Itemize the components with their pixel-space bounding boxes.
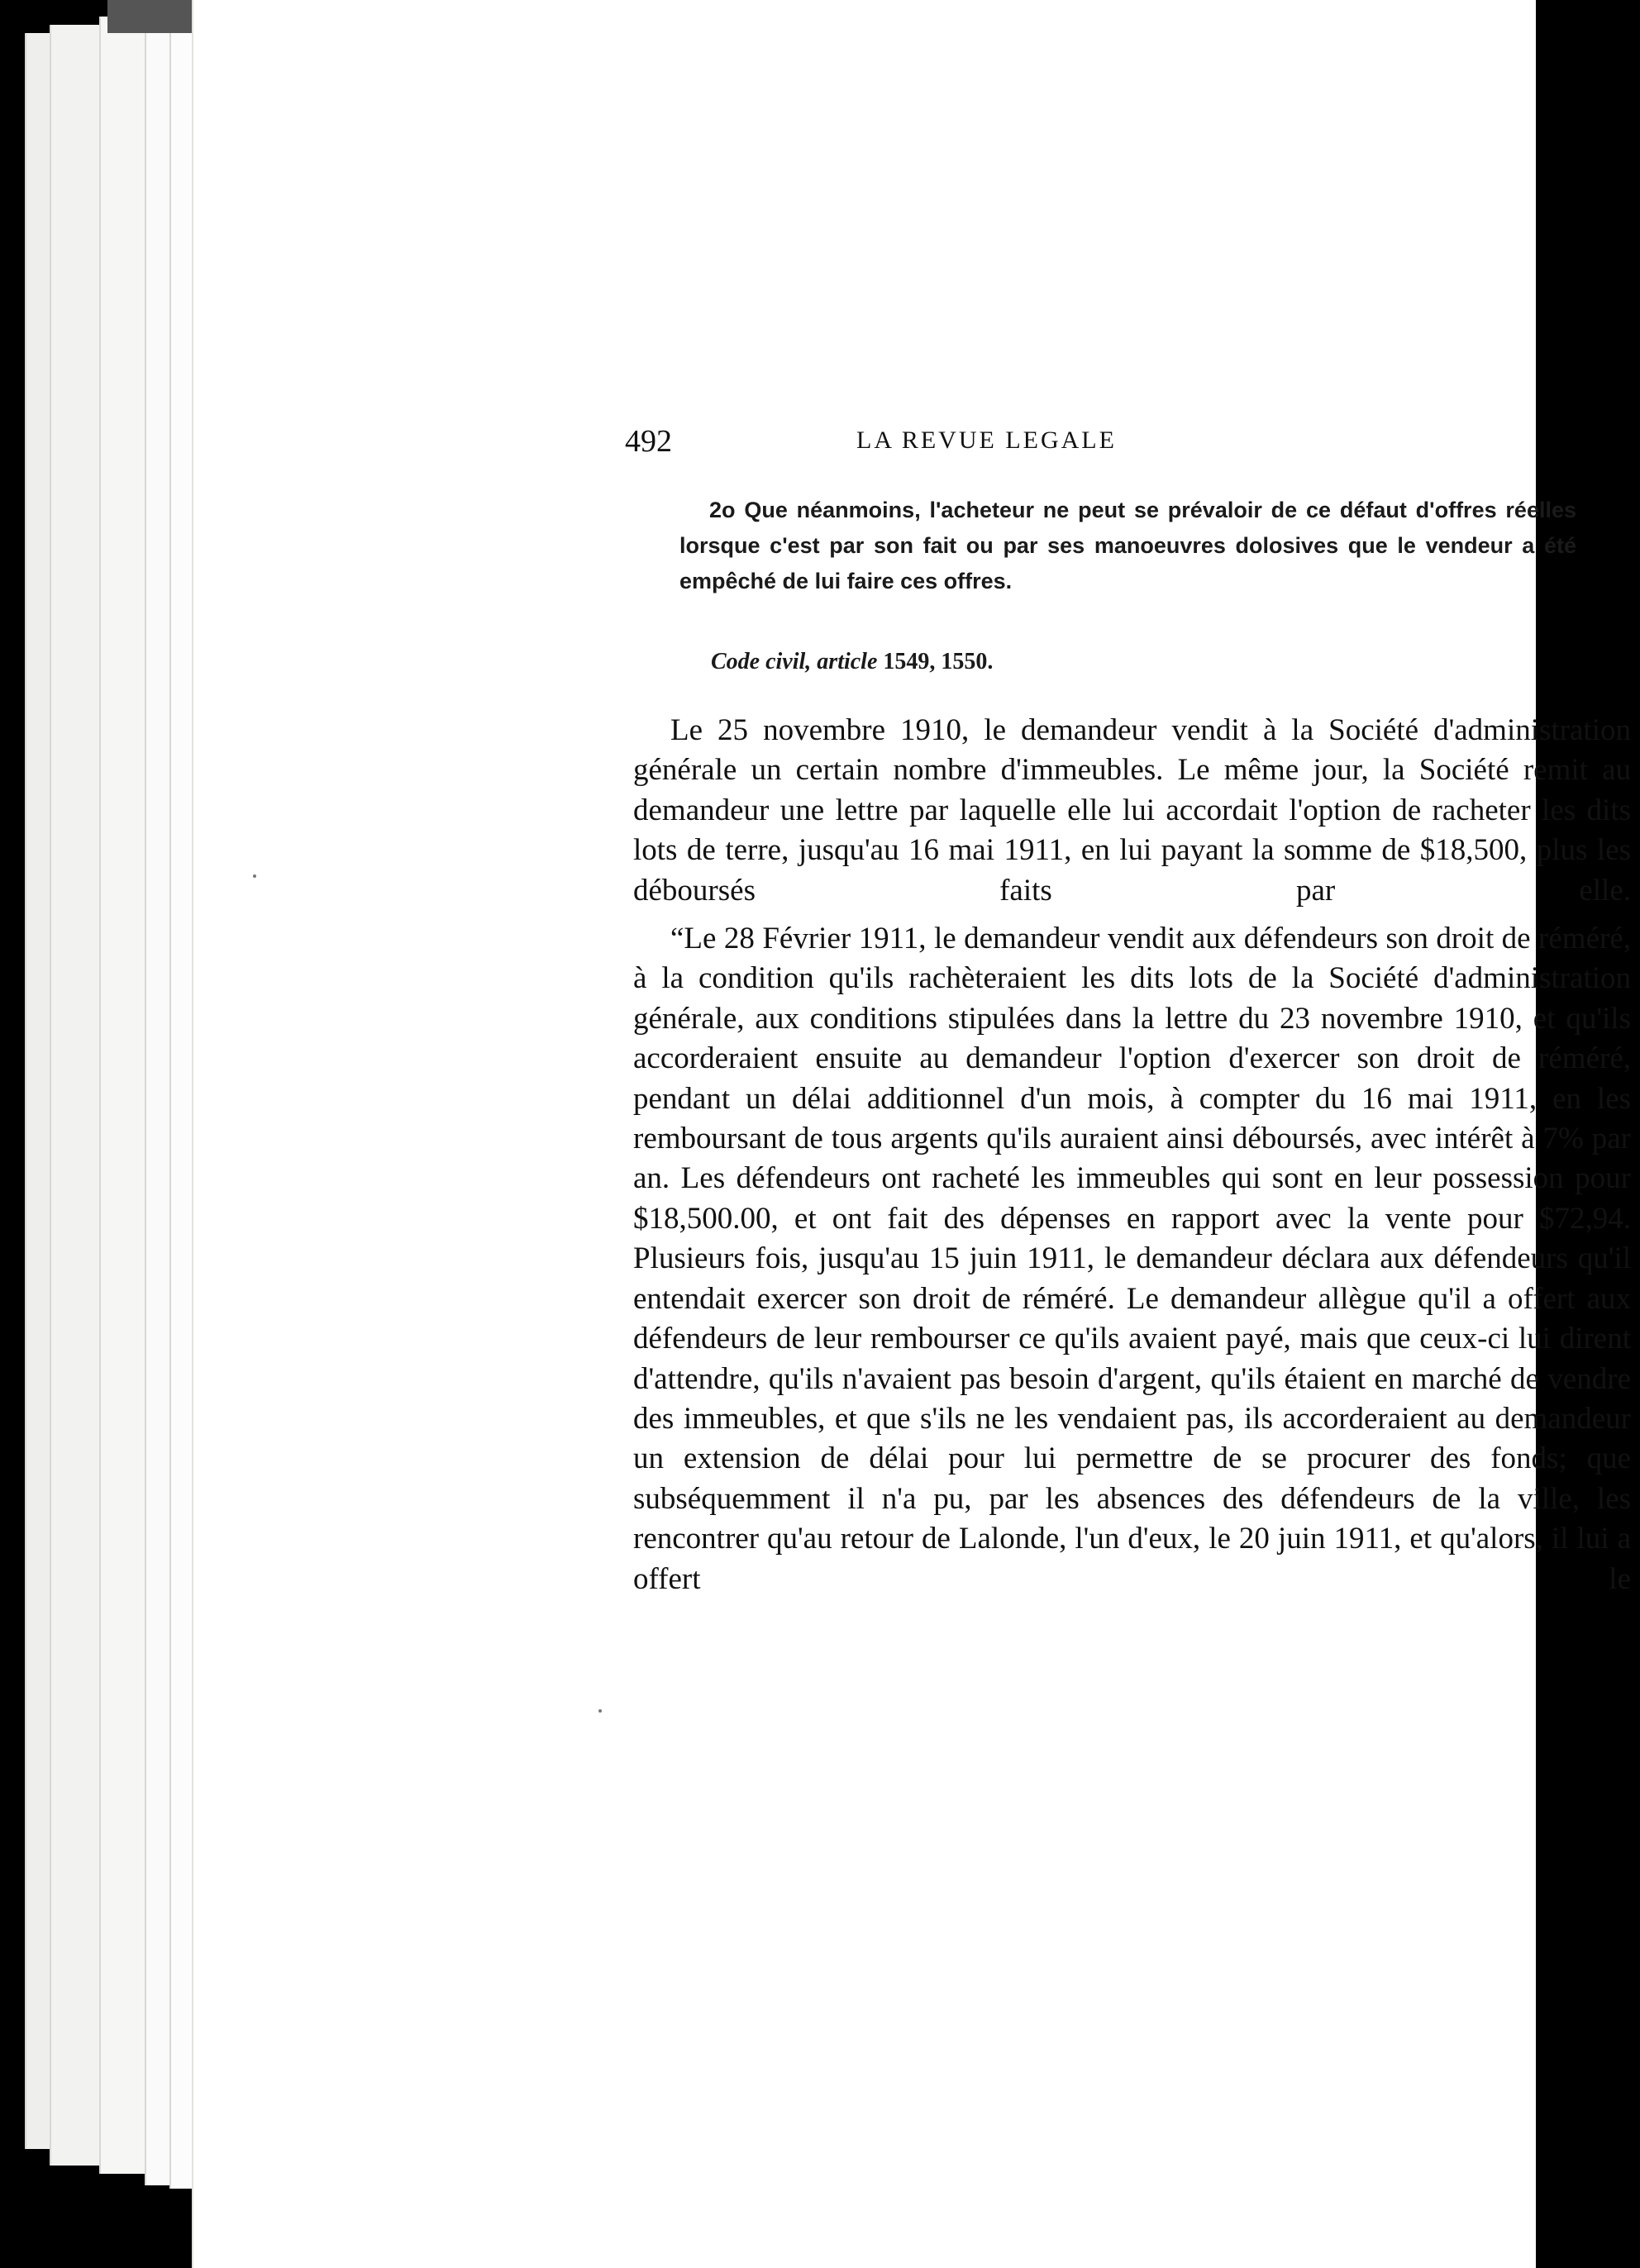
scan-shadow	[107, 0, 198, 33]
scan-speck	[253, 874, 256, 878]
citation-source: Code civil, article	[711, 649, 878, 674]
page-header	[625, 423, 1640, 465]
document-page	[192, 0, 1631, 2268]
citation	[711, 649, 1455, 675]
page-number: 492	[625, 424, 672, 459]
citation-articles: 1549, 1550.	[883, 649, 994, 674]
headnote	[679, 493, 1576, 599]
running-title: LA REVUE LEGALE	[856, 426, 1117, 454]
paragraph: “Le 28 Février 1911, le demandeur vendit aux défendeurs son droit de réméré, à la condition qu'ils rachèteraient les dits lots de la Société d'administration générale, aux conditions stipulées dans la lettre du 23 novembre 1910, et qu'ils accorderaient ensuite au demandeur l'option d'exercer son droit de réméré, pendant un délai additionnel d'un mois, à compter du 16 mai 1911, en les remboursant de tous argents qu'ils auraient ainsi déboursés, avec intérêt à 7% par an. Les défendeurs ont racheté les immeubles qui sont en leur possession pour $18,500.00, et ont fait des dépenses en rapport avec la vente pour $72,94. Plusieurs fois, jusqu'au 15 juin 1911, le demandeur déclara aux défendeurs qu'il entendait exercer son droit de réméré. Le demandeur allègue qu'il a offert aux défendeurs de leur rembourser ce qu'ils avaient payé, mais que ceux-ci lui dirent d'attendre, qu'ils n'avaient pas besoin d'argent, qu'ils étaient en marché de vendre des immeubles, et que s'ils ne les vendaient pas, ils accorderaient au demandeur un extension de délai pour lui permettre de se procurer des fonds; que subséquemment il n'a pu, par les absences des défendeurs de la ville, les rencontrer qu'au retour de Lalonde, l'un d'eux, le 20 juin 1911, et qu'alors, il lui a offert le	[633, 922, 1631, 1596]
headnote-text: 2o Que néanmoins, l'acheteur ne peut se prévaloir de ce défaut d'offres réelles lorsque c'est par son fait ou par ses manoeuvres dolosives que le vendeur a été empêché de lui faire ces offres.	[679, 498, 1576, 593]
body-text	[633, 711, 1631, 1599]
paragraph: Le 25 novembre 1910, le demandeur vendit à la Société d'administration générale un certain nombre d'immeubles. Le même jour, la Société remit au demandeur une lettre par laquelle elle lui accordait l'option de racheter les dits lots de terre, jusqu'au 16 mai 1911, en lui payant la somme de $18,500, plus les déboursés faits par elle.	[633, 713, 1631, 908]
scan-speck	[598, 1709, 602, 1713]
